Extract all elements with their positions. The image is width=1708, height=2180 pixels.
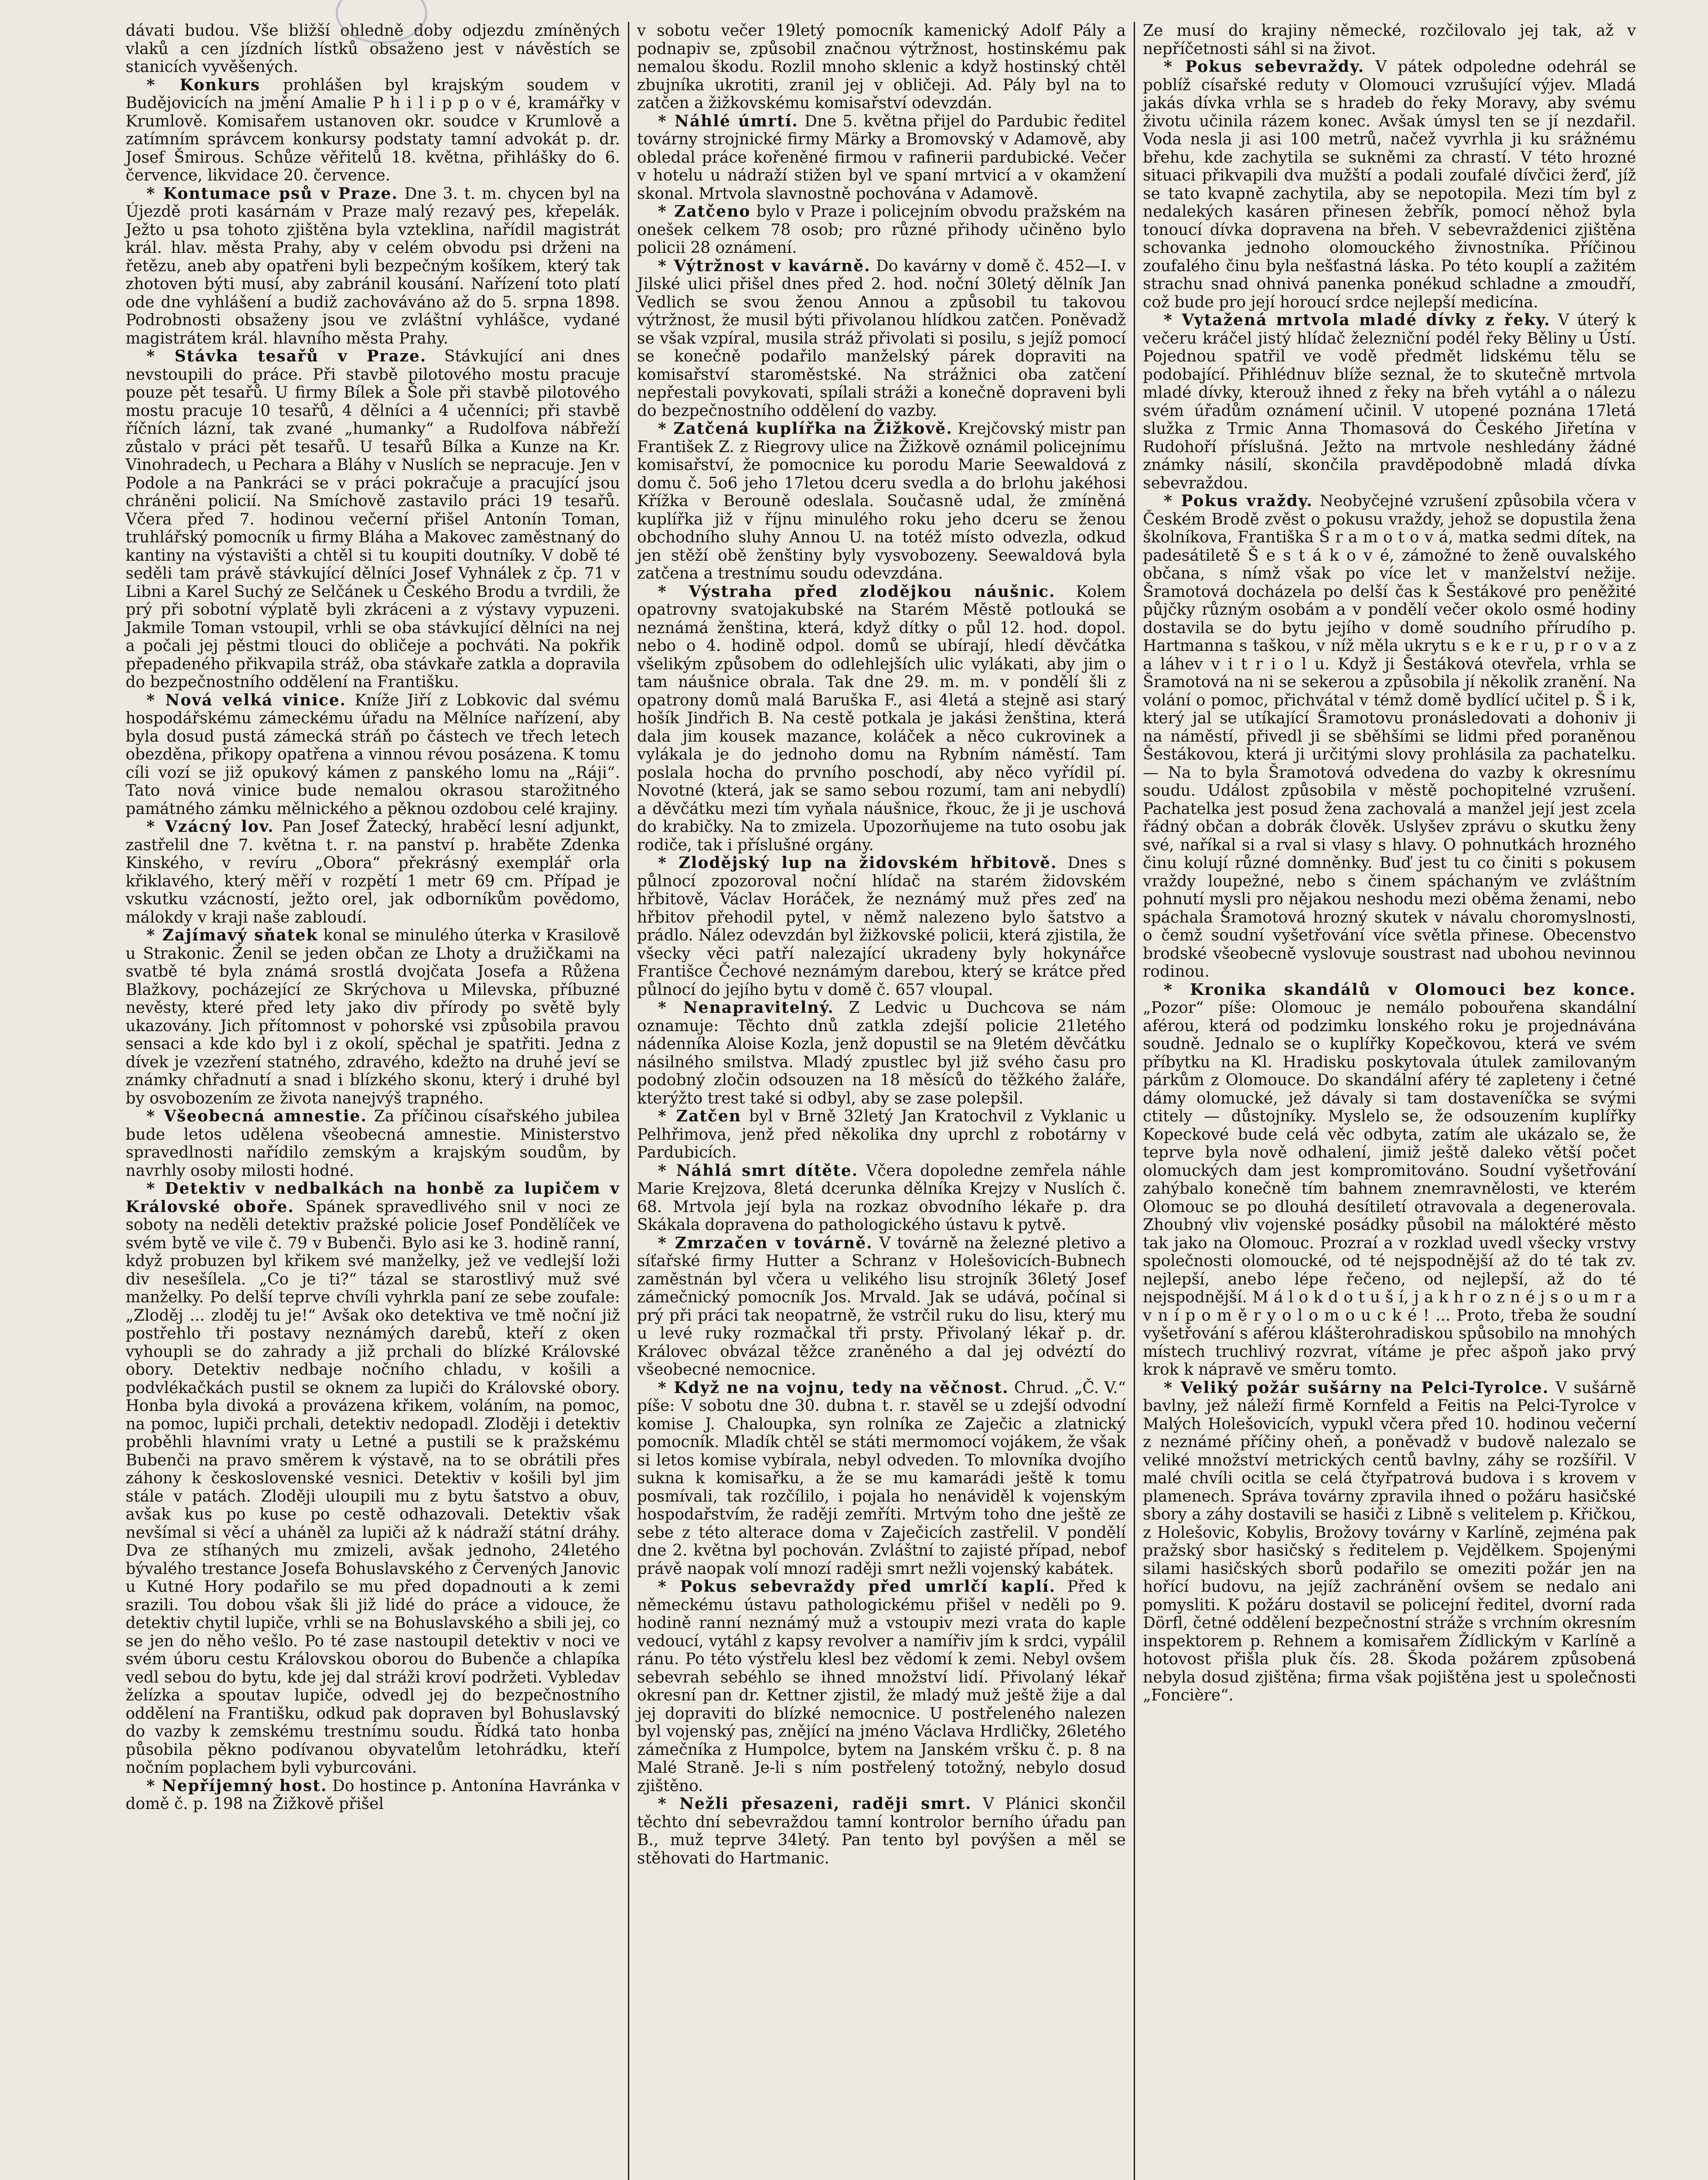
article-headline: * Stávka tesařů v Praze. <box>147 347 427 365</box>
article-headline: * Náhlé úmrtí. <box>658 112 798 130</box>
article-headline: * Veliký požár sušárny na Pelci-Tyrolce. <box>1164 1378 1549 1397</box>
article-text: Ze musí do krajiny německé, rozčilovalo jej tak, až v nepříčetnosti sáhl si na život. <box>1143 22 1636 58</box>
news-article <box>637 999 1126 1107</box>
news-article <box>126 1180 620 1777</box>
news-article <box>1143 1379 1636 1705</box>
article-headline: * Nová velká vinice. <box>147 691 347 709</box>
article-headline: * Všeobecná amnestie. <box>147 1107 367 1125</box>
article-headline: * Konkurs <box>147 75 261 94</box>
article-text: Dne 5. května přijel do Pardubic ředitel továrny strojnické firmy Märky a Bromovský v Adamově, aby obledal práce kořeněné firmou v rafinerii pardubické. Večer v hotelu u nádraží stižen byl ve spaní mrtvicí a v okamžení skonal. Mrtvola slavnostně pochována v Adamově. <box>637 112 1126 203</box>
article-text: V sušárně bavlny, jež náleží firmě Kornfeld a Feitis na Pelci-Tyrolce v Malých Holešovicích, vypukl včera před 10. hodinou večerní z neznámé příčiny oheň, a poněvadž v budově nalezalo se veliké množství metrických centů bavlny, záhy se rozšířil. V malé chvíli ocitla se celá čtyřpatrová budova i s krovem v plamenech. Správa továrny zpravila ihned o požáru hasičské sbory a záhy dostavili se hasiči z Libně s velitelem p. Křičkou, z Holešovic, Kobylis, Brožovy továrny v Karlíně, zejména pak pražský sbor hasičský s ředitelem p. Vejdělkem. Spojenými silami hasičských sborů podařilo se omeziti požár jen na hořící budovu, na jejíž zachránění ovšem se nedalo ani pomysliti. K požáru dostavil se policejní ředitel, dvorní rada Dörfl, četné oddělení bezpečnostní stráže s vrchním okresním inspektorem p. Rehnem a komisařem Žídlickým v Karlíně a hotovost přišla pluk čís. 28. Škoda požárem způsobená nebyla dosud zjištěna; firma však pojištěna jest u společnosti „Foncière“. <box>1143 1379 1636 1704</box>
news-article <box>637 420 1126 583</box>
column-3 <box>1134 22 1644 2180</box>
news-article <box>637 203 1126 257</box>
article-text: Spánek spravedlivého snil v noci ze soboty na neděli detektiv pražské policie Josef Pondělíček ve svém bytě ve vile č. 79 v Bubenči. Bylo asi ke 3. hodině ranní, když probuzen byl křikem své manželky, jež ve vedlejší loži div nesešílela. „Co je ti?“ tázal se starostlivý muž své manželky. Po delší teprve chvíli vyhrkla paní ze sebe zoufale: „Zloděj ... zloděj tu je!“ Avšak oko detektiva ve tmě noční již postřehlo tři postavy neznámých darebů, kteří z oken vyhoupli se do zahrady a již prchali do blízké Královské obory. Detektiv nedbaje nočního chladu, v košili a podvlékačkách pustil se oknem za lupiči do Královské obory. Honba byla divoká a provázena křikem, voláním, na pomoc, na pomoc, lupiči prchali, detektiv nedopadl. Zloději i detektiv proběhli hlavními vraty u Letné a pustili se k pražskému Bubenči na pravo směrem k výstavě, na to se obrátili přes záhony k československé vesnici. Detektiv v košili byl jim stále v patách. Zloději uloupili mu z bytu šatstvo a obuv, avšak kus po kuse po cestě odhazovali. Detektiv však nevšímal si věcí a uháněl za lupiči až k nádraží státní dráhy. Dva ze stíhaných mu zmizeli, avšak jednoho, 24letého bývalého trestance Josefa Bohuslavského z Červených Janovic u Kutné Hory podařilo se mu před dopadnouti a k zemi srazili. Tou dobou však šli již lidé do práce a vidouce, že detektiv chytil lupiče, vrhli se na Bohuslavského a sbili jej, co se jen do něho vešlo. Po té zase nastoupil detektiv v noci ve svém úboru cestu Královskou oborou do Bubenče a chlapíka vedl sebou do bytu, kde jej dal stráži kroví podržeti. Vybledav želízka a spoutav lupiče, odvedl jej do bezpečnostního oddělení na Františku, odkud pak dopraven byl Bohuslavský do vazby k zemskému trestnímu soudu. Řídká tato honba působila pěkno podívanou obyvatelům letohrádku, kteří nočním poplachem byli vyburcováni. <box>126 1198 620 1777</box>
news-article <box>126 691 620 818</box>
news-article <box>637 1795 1126 1867</box>
news-article <box>637 1107 1126 1162</box>
news-article <box>126 185 620 348</box>
article-text: byl v Brně 32letý Jan Kratochvil z Vyklanic u Pelhřimova, jenž před několika dny uprchl z robotárny v Pardubicích. <box>637 1107 1126 1162</box>
article-headline: * Pokus sebevraždy. <box>1164 58 1365 76</box>
article-headline: * Zatčená kuplířka na Žižkově. <box>658 419 953 438</box>
article-text: konal se minulého úterka v Krasilově u Strakonic. Ženil se jeden občan ze Lhoty a družičkami na svatbě té byla známá srostlá dvojčata Josefa a Růžena Blažkovy, pocházející ze Skrýchova u Milevska, příbuzné nevěsty, které před lety jako div přírody po světě byly ukazovány. Jich přítomnost v pohorské vsi způsobila pravou sensaci a kde kdo byl i z okolí, spěchal je spatřiti. Jedna z dívek je vzezření statného, zdravého, kdežto na druhé jeví se známky chřadnutí a snad i blízkého skonu, který i druhé byl by osvobozením ze života nanejvýš trapného. <box>126 926 620 1107</box>
article-headline: * Výstraha před zlodějkou náušnic. <box>658 582 1056 601</box>
article-text: Kolem opatrovny svatojakubské na Starém Městě potlouká se neznámá ženština, která, když dítky o půl 12. hod. dopol. nebo o 4. hodině odpol. domů se ubírají, hledí děvčátka všelikým způsobem do odlehlejších ulic vylákati, aby jim o tam náušnice obrala. Tak dne 29. m. m. v pondělí šli z opatrony domů malá Baruška F., asi 4letá a stejně asi starý hošík Jindřich B. Na cestě potkala je jakási ženština, která dala jim kousek mazance, koláček a něco cukrovinek a vylákala je do jednoho domu na Rybním náměstí. Tam poslala hocha do prvního poschodí, aby něco vyřídil pí. Novotné (která, jak se samo sebou rozumí, tam ani nebydlí) a děvčátku mezi tím vyňala náušnice, řkouc, že ji je uschová do krabičky. Na to zmizela. Upozorňujeme na tuto osobu jak rodiče, tak i příslušné orgány. <box>637 582 1126 854</box>
news-article <box>126 347 620 691</box>
article-headline: * Nenapravitelný. <box>658 998 834 1017</box>
article-text: V úterý k večeru kráčel jistý hlídač železniční podél řeky Běliny u Ústí. Pojednou spatřil ve vodě předmět lidskému tělu se podobající. Přihlédnuv blíže seznal, že to skutečně mrtvola mladé dívky, kterouž ihned z řeky na břeh vytáhl a o nálezu svém úřadům oznámení učinil. V utopené poznána 17letá služka z Trmic Anna Thomasová do Českého Jiřetína v Rudohoří příslušná. Ježto na mrtvole neshledány žádné známky násilí, skončila pravděpodobně mladá dívka sebevraždou. <box>1143 311 1636 492</box>
article-headline: * Výtržnost v kavárně. <box>658 256 871 275</box>
article-headline: * Nežli přesazeni, raději smrt. <box>658 1795 972 1813</box>
article-text: Dnes s půlnocí zpozoroval noční hlídač na starém židovském hřbitově, Václav Horáček, že neznámý muž přes zeď na hřbitov přehodil pytel, v němž nalezeno bylo šatstvo a prádlo. Nález odevzdán byl žižkovské policii, která zjistila, že všecky věci patří nalezající ukradeny byly hokynářce Františce Čechové neznámým darebou, který se krátce před půlnocí do jejího bytu v domě č. 657 vloupal. <box>637 854 1126 999</box>
news-article <box>1143 981 1636 1379</box>
article-headline: * Nepříjemný host. <box>147 1776 327 1795</box>
article-text: Z Ledvic u Duchcova se nám oznamuje: Těchto dnů zatkla zdejší policie 21letého nádenníka Aloise Kozla, jenž dopustil se na 9letém děvčátku násilného smilstva. Mladý zpustlec byl již svého času pro podobný zločin odsouzen na 18 měsíců do těžkého žaláře, kterýžto trest také si odbyl, aby se zase polepšil. <box>637 999 1126 1107</box>
column-1 <box>118 22 628 2180</box>
article-text: dávati budou. Vše bližší ohledně doby odjezdu zmíněných vlaků a cen jízdních lístků obsaženo jest v návěstích se stanicích vyvěšených. <box>126 22 620 76</box>
article-text: Včera dopoledne zemřela náhle Marie Krejzova, 8letá dcerunka dělníka Krejzy v Nuslích č. 68. Mrtvola její byla na rozkaz obvodního lékaře p. dra Skákala dopravena do pathologického ústavu k pytvě. <box>637 1162 1126 1234</box>
article-headline: * Kontumace psů v Praze. <box>147 184 398 203</box>
article-text: Za příčinou císařského jubilea bude letos udělena všeobecná amnestie. Ministerstvo spravedlnosti nařídilo zemským a krajským soudům, by navrhly osoby milosti hodné. <box>126 1107 620 1180</box>
article-text: Dne 3. t. m. chycen byl na Újezdě proti kasárnám v Praze malý rezavý pes, křepelák. Ježto u psa tohoto zjištěna byla vzteklina, nařídil magistrát král. hlav. města Prahy, aby v celém obvodu psi drženi na řetězu, aneb aby opatřeni byli bezpečným košíkem, který tak zhotoven býti musí, aby zabránil kousání. Nařízení toto platí ode dne vyhlášení a budiž zachováváno až do 5. srpna 1898. Podrobnosti obsaženy jsou ve zvláštní vyhlášce, vydané magistrátem král. hlavního města Prahy. <box>126 184 620 347</box>
article-text: Do hostince p. Antonína Havránka v domě č. p. 198 na Žižkově přišel <box>126 1777 620 1813</box>
article-headline: * Zajímavý sňatek <box>147 926 318 944</box>
article-text: Do kavárny v domě č. 452—I. v Jilské ulici přišel dnes před 2. hod. noční 30letý dělník Jan Vedlich se svou ženou Annou a způsobil tu takovou výtržnost, že musil býti přivolanou hlídkou zatčen. Poněvadž se však vzpíral, musila stráž přivolati si posilu, s jejíž pomocí se konečně podařilo manželský párek dopraviti na komisařství staroměstské. Na strážnici oba zatčení nepřestali povykovati, spílali stráži a konečně dopraveni byli do bezpečnostního oddělení do vazby. <box>637 257 1126 420</box>
news-article <box>126 1107 620 1180</box>
news-article <box>1143 492 1636 981</box>
article-headline: * Pokus sebevraždy před umrlčí kaplí. <box>658 1577 1056 1596</box>
news-article <box>126 926 620 1107</box>
article-headline: * Když ne na vojnu, tedy na věčnost. <box>658 1378 1009 1397</box>
article-headline: * Pokus vraždy. <box>1164 492 1313 510</box>
article-headline: * Zmrzačen v továrně. <box>658 1233 873 1252</box>
column-2 <box>628 22 1134 2180</box>
news-article <box>637 112 1126 203</box>
article-text: V pátek odpoledne odehrál se poblíž císařské reduty v Olomouci vzrušující výjev. Mladá jakás dívka vrhla se s hradeb do řeky Moravy, aby svému životu učinila rázem konec. Avšak úmysl ten se jí nezdařil. Voda nesla ji asi 100 metrů, načež vyvrhla ji ku srážnému břehu, kde zachytila se sukněmi za chrastí. V této hrozné situaci přikvapili dva mužští a podali zoufalé dívčici žerď, jíž se tato kvapně zachytila, aby se nepotopila. Mezi tím byl z nedalekých kasáren přinesen žebřík, pomocí něhož byla tonoucí dívka dopravena na břeh. V sebevraždenici zjištěna schovanka jednoho olomouckého živnostníka. Příčinou zoufalého činu byla nešťastná láska. Po této kouplí a zažitém strachu snad ohnivá panenka ponékud schladne a zmoudří, což bude pro její horoucí srdce nejlepší medicína. <box>1143 58 1636 311</box>
article-text: V továrně na železné pletivo a síťařské firmy Hutter a Schranz v Holešovicích-Bubnech zaměstnán byl včera u velikého lisu strojník 36letý Josef zámečnický pomocník Jos. Mrvald. Jak se udává, počínal si prý při práci tak neopatrně, že vstrčil ruku do lisu, který mu u levé ruky rozmačkal tři prsty. Přivolaný lékař p. dr. Královec obvázal těžce zraněného a dal jej odvéztí do všeobecné nemocnice. <box>637 1234 1126 1379</box>
article-text: bylo v Praze i policejním obvodu pražském na onešek celkem 78 osob; pro různé přihody učiněno bylo policii 28 oznámení. <box>637 203 1126 257</box>
news-article <box>637 583 1126 855</box>
article-text: Krejčovský mistr pan František Z. z Riegrovy ulice na Žižkově oznámil policejnímu komisařství, že pomocnice ku porodu Marie Seewaldová z domu č. 5o6 jeho 17letou dceru svedla a do brlohu jakéhosi Křížka v Berouně odeslala. Současně udal, že zmíněná kuplířka již v říjnu minulého roku jeho dceru se ženou obchodního sluhy Annou U. na totéž místo odvezla, odkud jen stěží obě ženštiny byly vysvobozeny. Seewaldová byla zatčena a trestnímu soudu odevzdána. <box>637 420 1126 582</box>
article-text: V Plánici skončil těchto dní sebevraždou tamní kontrolor berního úřadu pan B., muž teprve 34letý. Pan tento byl povýšen a měl se stěhovati do Hartmanic. <box>637 1795 1126 1867</box>
article-headline: * Zatčen <box>658 1107 742 1125</box>
news-article <box>637 257 1126 420</box>
article-text: „Pozor“ píše: Olomouc je nemálo pobouřena skandální aférou, která od podzimku lonského roku je projednávána soudně. Jednalo se o kuplířky Kopečkovou, která ve svém příbytku na Kl. Hradisku poskytovala útulek zamilovaným párkům z Olomouce. Do skandální aféry té zapleteny i četné dámy olomucké, jež dávaly si tam dostaveníčka se svými ctitely — důstojníky. Myslelo se, že odsouzením kuplířky Kopeckové bude celá věc odbyta, zatím ale ukázalo se, že teprve byla nově odhalení, jimiž ještě daleko větší počet olomuckých dam jest kompromitováno. Soudní vyšetřování zahýbalo konečně tím bahnem znemravnělosti, ve kterém Olomouc se po dlouhá desítiletí otravovala a degenerovala. Zhoubný vliv vojenské posádky působil na máloktéré město tak jako na Olomouc. Prozraí a v rozklad uvedl všecky vrstvy společnosti olomoucké, od té nejspodnější až do té tak zv. nejlepší, anebo lépe řečeno, od nejlepší, až do té nejspodnější. M á l o k d o t u š í, j a k h r o z n é j s o u m r a v n í p o m ě r y o l o m o u c k é ! ... Proto, třeba že soudní vyšetřování s aférou klášterohradiskou spůsobilo na mnohých místech truchlivý rozvrat, vítáme je přec ašpoň jako prvý krok k nápravě ve směru tomto. <box>1143 999 1636 1379</box>
news-article <box>637 854 1126 999</box>
article-headline: * Náhlá smrt dítěte. <box>658 1161 859 1180</box>
news-columns <box>118 22 1669 2180</box>
news-article <box>126 1777 620 1813</box>
article-text: Stávkující ani dnes nevstoupili do práce. Při stavbě pilotového mostu pracuje pouze pět tesařů. U firmy Bílek a Šole při stavbě pilotového mostu pracuje 10 tesařů, 4 dělníci a 4 učenníci; při stavbě říčních lázní, tak zvané „humanky“ a Rudolfova nábřeží zůstalo v práci pět tesařů. U tesařů Bílka a Kunze na Kr. Vinohradech, u Pechara a Bláhy v Nuslích se nepracuje. Jen v Podole a na Pankráci se v práci pokračuje a pracující jsou chráněni policií. Na Smíchově zastavilo práci 19 tesařů. Včera před 7. hodinou večerní přišel Antonín Toman, truhlářský pomocník u firmy Bláha a Makovec zaměstnaný do kantiny na výstavišti a chtěl si tu koupiti doutníky. V době té seděli tam právě stávkující dělníci Josef Vyhnálek z čp. 71 v Libni a Karel Suchý ze Selčánek u Českého Brodu a tvrdili, že prý při sobotní výplatě byli zkráceni a z výstavy vypuzeni. Jakmile Toman vstoupil, vrhli se oba stávkující dělníci na nej a počali jej pěstmi tlouci do obličeje a pochváti. Na pokřik přepadeného přikvapila stráž, oba stávkaře zatkla a dopravila do bezpečnostního oddělení na Františku. <box>126 347 620 691</box>
article-headline: * Vytažená mrtvola mladé dívky z řeky. <box>1164 311 1551 329</box>
article-headline: * Zatčeno <box>658 202 751 221</box>
article-headline: * Zlodějský lup na židovském hřbitově. <box>658 854 1057 872</box>
article-text: Pan Josef Žatecký, hraběcí lesní adjunkt, zastřelil dne 7. května t. r. na panství p. hraběte Zdenka Kinského, v revíru „Obora“ překrásný exemplář orla křiklavého, který měří v rozpětí 1 metr 69 cm. Případ je vskutku vzácností, ježto orel, jak odborníkům povědomo, málokdy v kraji naše zabloudí. <box>126 818 620 926</box>
news-article <box>1143 58 1636 311</box>
news-article <box>637 1162 1126 1234</box>
article-headline: * Vzácný lov. <box>147 818 274 836</box>
news-article <box>637 22 1126 112</box>
article-headline: * Kronika skandálů v Olomouci bez konce. <box>1164 980 1636 999</box>
article-headline: * Detektiv v nedbalkách na honbě za lupičem v Královské oboře. <box>126 1179 620 1216</box>
article-text: Neobyčejné vzrušení způsobila včera v Českém Brodě zvěst o pokusu vraždy, jehož se dopustila žena školníkova, Františka Š r a m o t o v á, matka sedmi dítek, na padesátiletě Š e s t á k o v é, zámožné to ženě ouvalského občana, s nímž však po více let v manželství nežije. Šramotová docházela po delší čas k Šestákové pro peněžité půjčky různým osobám a v pondělí večer okolo osmé hodiny dostavila se do bytu jejího v domě soudního přírudího p. Hartmanna s taškou, v níž měla ukrytu s e k e r u, p r o v a z a láhev v i t r i o l u. Když ji Šestáková otevřela, vrhla se Šramotová na ni se sekerou a způsobila jí několik zranění. Na volání o pomoc, přichvátal v témž domě bydlící učitel p. Š i k, který jal se utíkající Šramotovu pronásledovati a dohoniv ji na náměstí, přivedl ji se sběhšími se lidmi před poraněnou Šestákovou, která ji určitými slovy prohlásila za pachatelku. — Na to byla Šramotová odvedena do vazby k okresnímu soudu. Událost způsobila v městě pochopitelné vzrušení. Pachatelka jest posud žena zachovalá a manžel její jest zcela řádný občan a dobrák člověk. Uslyšev zprávu o skutku ženy své, naříkal si a rval si vlasy s hlavy. O pohnutkách hrozného činu kolují různé domněnky. Buď jest tu co činiti s pokusem vraždy loupežné, nebo s činem spáchaným ve zvláštním pohnutí mysli pro nějakou neshodu mezi oběma ženami, nebo spáchala Šramotová hrozný skutek v návalu choromyslnosti, o čemž soudní vyšetřování více světla přinese. Obecenstvo brodské všeobecně vyslovuje soustrast nad ubohou nevinnou rodinou. <box>1143 492 1636 981</box>
news-article <box>1143 22 1636 58</box>
article-text: prohlášen byl krajským soudem v Budějovicích na jmění Amalie P h i l i p p o v é, kramářky v Krumlově. Komisařem ustanoven okr. soudce v Krumlově a zatímním správcem konkursy podstaty tamní advokát p. dr. Josef Šmirous. Schůze věřitelů 18. května, přihlášky do 6. července, likvidace 20. července. <box>126 76 620 184</box>
article-text: Před k německému ústavu pathologickému přišel v neděli po 9. hodině ranní neznámý muž a vstoupiv mezi vrata do kaple vedoucí, vytáhl z kapsy revolver a namířiv jím k srdci, vypálil ránu. Po této výstřelu klesl bez vědomí k zemi. Nebyl ovšem sebevrah sebéhlo se ihned množství lidí. Přivolaný lékař okresní pan dr. Kettner zjistil, že mladý muž ještě žije a dal jej dopraviti do blízké nemocnice. U postřeleného nalezen byl vojenský pas, znějící na jméno Václava Hrdličky, 26letého zámečníka z Humpolce, bytem na Janském vršku č. p. 8 na Malé Straně. Je-li s ním postřelený totožný, nebylo dosud zjištěno. <box>637 1578 1126 1795</box>
news-article <box>637 1379 1126 1578</box>
article-text: Kníže Jiří z Lobkovic dal svému hospodářskému zámeckému úřadu na Mělníce nařízení, aby byla dosud pustá zámecká stráň po částech ve třech letech obezděna, přikopy opatřena a vinnou révou posázena. K tomu cíli vozí se již opukový kámen z panského lomu na „Ráji“. Tato nová vinice bude nemalou okrasou starožitného památného zámku mělnického a pěknou ozdobou celé krajiny. <box>126 691 620 818</box>
news-article <box>637 1578 1126 1795</box>
news-article <box>1143 311 1636 492</box>
news-article <box>637 1234 1126 1379</box>
article-text: Chrud. „Č. V.“ píše: V sobotu dne 30. dubna t. r. stavěl se u zdejší odvodní komise J. Chaloupka, syn rolníka ze Zaječic a zlatnický pomocník. Mladík chtěl se státi mermomocí vojákem, že však si letos komise vybírala, nebyl odveden. To mlovníka dvojího sukna k komisařku, a že se mu kamarádi ještě k tomu posmívali, tak rozčílilo, i pojala ho nenáviděl k vojenským hospodařstvím, že raději zemříti. Mrtvým toho dne ještě ze sebe z této alterace doma v Zaječicích zastřelil. V pondělí dne 2. května byl pochován. Zvláštní to zajisté případ, nebof právě naopak volí mnozí raději smrt nežli vojenský kabátek. <box>637 1379 1126 1578</box>
news-article <box>126 818 620 926</box>
news-article <box>126 76 620 185</box>
article-text: v sobotu večer 19letý pomocník kamenický Adolf Pály a podnapiv se, způsobil značnou výtržnost, hostinskému pak nemalou škodu. Rozlil mnoho sklenic a když hostinský chtěl zbujníka ukrotiti, zranil jej v obličeji. Ad. Pály byl na to zatčen a žižkovskému komisařství odevzdán. <box>637 22 1126 112</box>
